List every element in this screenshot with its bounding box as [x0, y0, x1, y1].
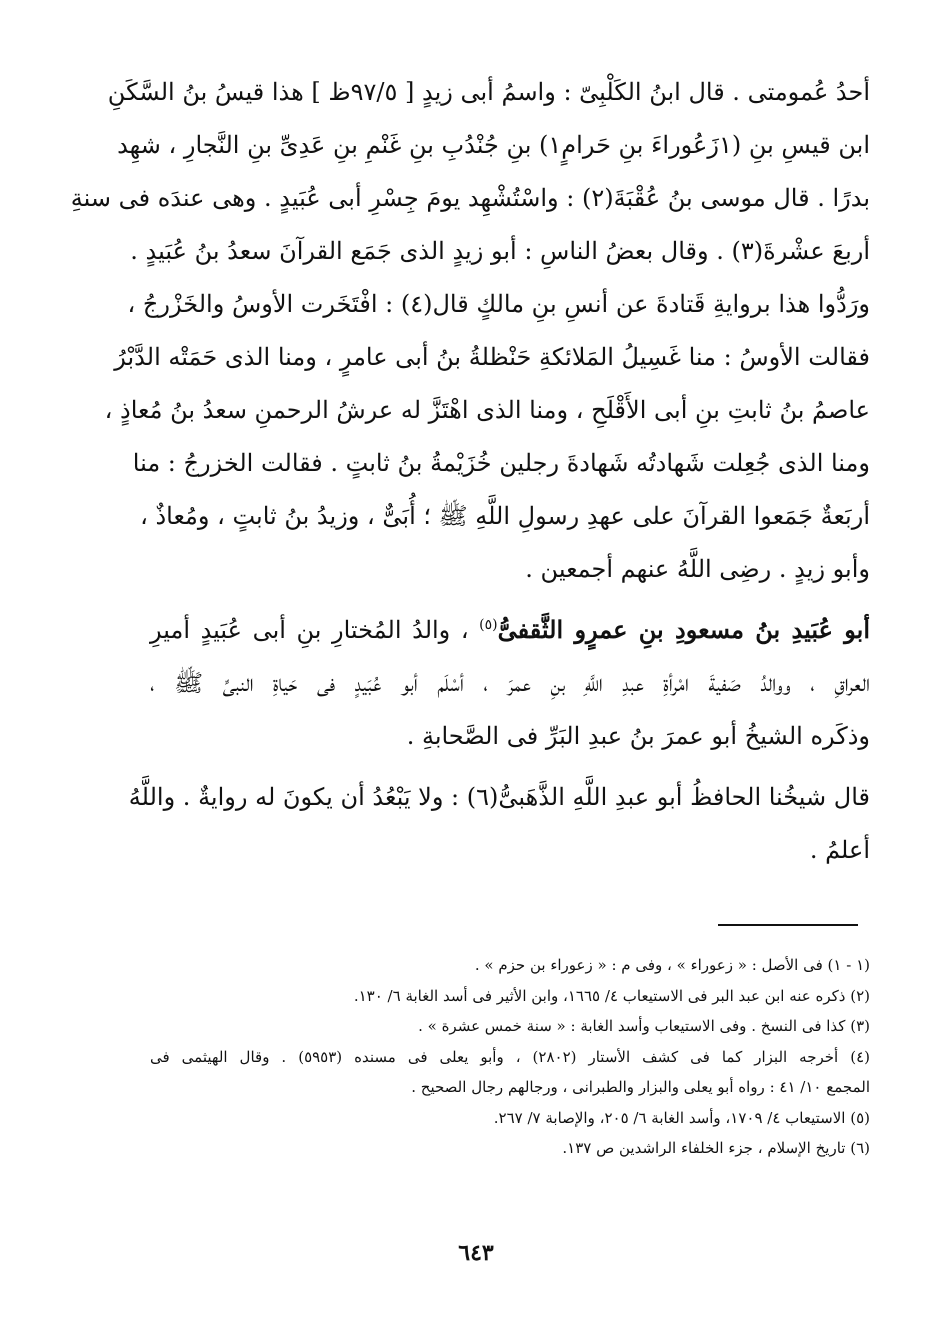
text-line: وذكَره الشيخُ أبو عمرَ بنُ عبدِ البَرِّ فى الصَّحابةِ .: [406, 722, 870, 750]
text-line: عاصمُ بنُ ثابتِ بنِ أبى الأَقْلَحِ ، ومنا الذى اهْتَزَّ له عرشُ الرحمنِ سعدُ بنُ مُعاذٍ ،: [104, 396, 870, 424]
page-number: ٦٤٣: [458, 1240, 494, 1266]
text-line: أربعَ عشْرةَ(٣) . وقال بعضُ الناسِ : أبو زيدٍ الذى جَمَع القرآنَ سعدُ بنُ عُبَيدٍ .: [130, 237, 870, 265]
footnote: (٥) الاستيعاب ٤/ ١٧٠٩، وأسد الغابة ٦/ ٢٠٥، والإصابة ٧/ ٢٦٧.: [493, 1108, 870, 1127]
text-line: بدرًا . قال موسى بنُ عُقْبَةَ(٢) : واسْتُشْهِد يومَ جِسْرِ أبى عُبَيدٍ . وهى عندَه فى سنةِ: [70, 184, 870, 212]
footnote: (٢) ذكره عنه ابن عبد البر فى الاستيعاب ٤/ ١٦٦٥، وابن الأثير فى أسد الغابة ٦/ ١٣٠.: [353, 986, 870, 1005]
footnote: (٦) تاريخ الإسلام ، جزء الخلفاء الراشدين ص ١٣٧.: [562, 1139, 870, 1157]
entry-heading-name: أبو عُبَيدِ بنُ مسعودِ بنِ عمرٍو الثَّقفىُّ: [497, 615, 870, 644]
footnote-separator: [718, 924, 858, 926]
text-line: العراقِ ، ووالدُ صَفيةَ امْرأةِ عبدِ اللَّهِ بنِ عمرَ ، أسْلَم أبو عُبَيدٍ فى حَياةِ النبىِّ ﷺ ،: [150, 669, 870, 697]
footnote: (٤) أخرجه البزار كما فى كشف الأستار (٢٨٠٢) ، وأبو يعلى فى مسنده (٥٩٥٣) . وقال الهيثمى فى: [150, 1047, 870, 1066]
text-line: أعلمُ .: [809, 836, 870, 864]
footnote: (٣) كذا فى النسخ . وفى الاستيعاب وأسد الغابة : « سنة خمس عشرة » .: [418, 1017, 870, 1035]
entry-heading-line: [150, 610, 870, 650]
footnote-continuation: المجمع ١٠/ ٤١ : رواه أبو يعلى والبزار والطبرانى ، ورجالهم رجال الصحيح .: [411, 1078, 870, 1096]
text-line: فقالت الأوسُ : منا غَسِيلُ المَلائكةِ حَنْظلةُ بنُ أبى عامرٍ ، ومنا الذى حَمَتْه الدَّبْرُ: [114, 343, 870, 371]
text-line: ابن قيسِ بنِ (١زَعُوراءَ بنِ حَرامٍ١) بنِ جُنْدُبِ بنِ غَنْمِ بنِ عَدِىِّ بنِ النَّجارِ ، شهِد: [117, 131, 870, 159]
entry-heading-rest: ، والدُ المُختارِ بنِ أبى عُبَيدٍ أميرِ: [150, 616, 480, 644]
footnote: (١ - ١) فى الأصل : « زعوراء » ، وفى م : « زعوراء بن حزم » .: [474, 956, 870, 974]
text-line: ومنا الذى جُعِلت شَهادتُه شَهادةَ رجلين خُزَيْمةُ بنُ ثابتٍ . فقالت الخزرجُ : منا: [132, 449, 870, 477]
text-line: أحدُ عُمومتى . قال ابنُ الكَلْبِىّ : واسمُ أبى زيدٍ [ ٩٧/٥ظ ] هذا قيسُ بنُ السَّكَنِ: [107, 78, 870, 106]
main-text: [70, 72, 870, 883]
text-line: ورَدُّوا هذا بروايةِ قَتادةَ عن أنسِ بنِ مالكٍ قال(٤) : افْتَخَرت الأوسُ والخَزْرجُ ،: [127, 290, 870, 318]
footnotes: [150, 955, 870, 1169]
text-line: قال شيخُنا الحافظُ أبو عبدِ اللَّهِ الذَّهَبىُّ(٦) : ولا يَبْعُدُ أن يكونَ له روايةٌ . واللَّهُ: [128, 783, 870, 811]
text-line: أربَعةٌ جَمَعوا القرآنَ على عهدِ رسولِ اللَّهِ ﷺ ؛ أُبَىٌّ ، وزيدُ بنُ ثابتٍ ، ومُعاذٌ ،: [140, 502, 870, 530]
text-line: وأبو زيدٍ . رضِى اللَّهُ عنهم أجمعين .: [525, 555, 870, 583]
footnote-reference: (٥): [479, 617, 498, 633]
